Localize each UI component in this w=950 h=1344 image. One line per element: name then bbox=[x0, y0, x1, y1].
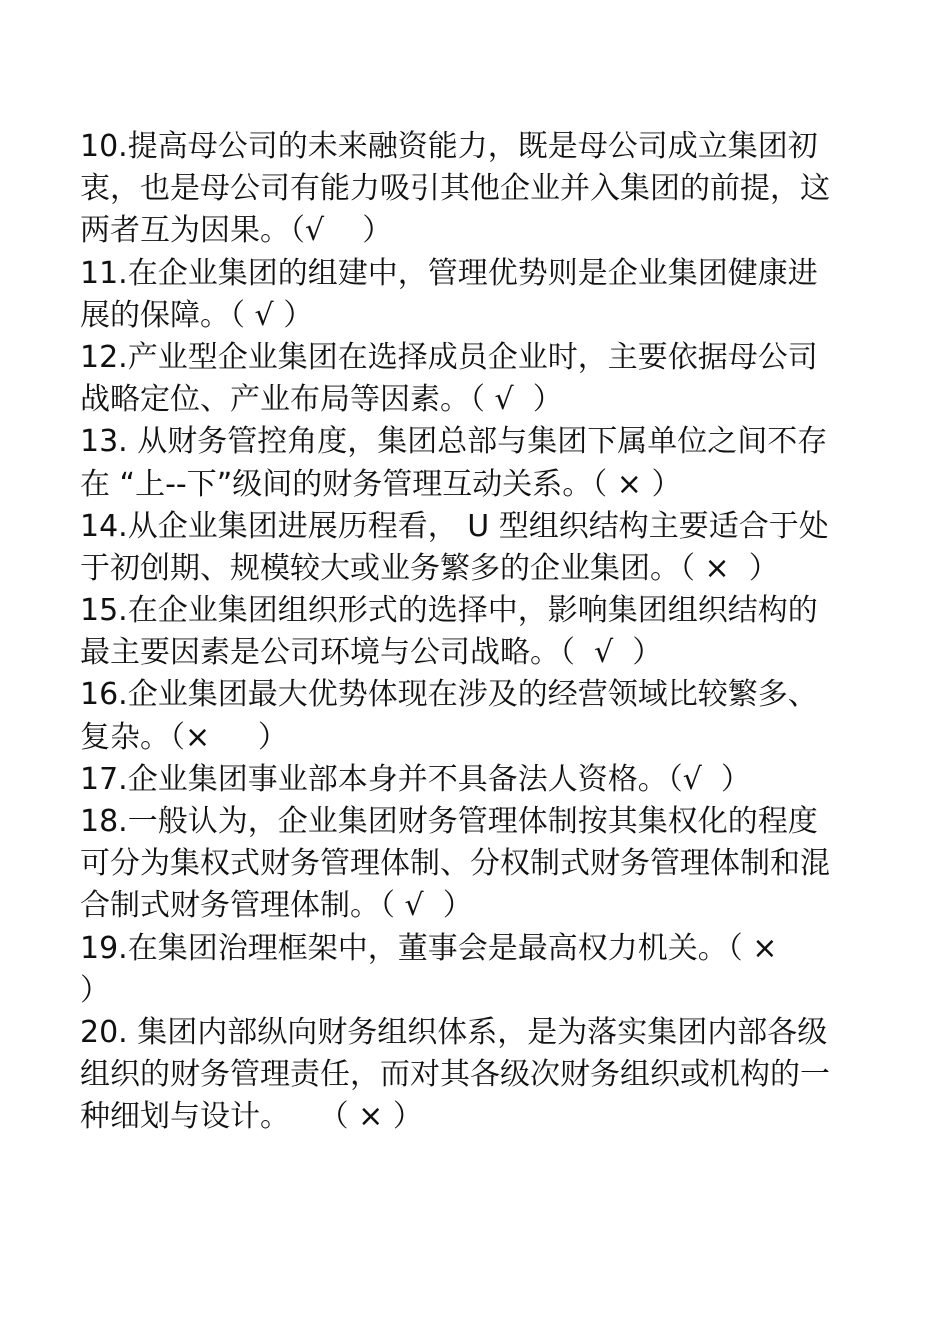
text-line: 合制式财务管理体制。（ √ ） bbox=[80, 888, 473, 924]
question-list bbox=[80, 126, 880, 1139]
text-line: 组织的财务管理责任，而对其各级次财务组织或机构的一 bbox=[80, 1057, 830, 1093]
text-line: 战略定位、产业布局等因素。（ √ ） bbox=[80, 382, 563, 418]
text-line: 11.在企业集团的组建中，管理优势则是企业集团健康进 bbox=[80, 255, 818, 291]
text-line: 于初创期、规模较大或业务繁多的企业集团。（ × ） bbox=[80, 550, 779, 586]
text-line: 两者互为因果。（√ ） bbox=[80, 213, 393, 249]
text-line: 衷，也是母公司有能力吸引其他企业并入集团的前提，这 bbox=[80, 171, 830, 207]
text-line: 20. 集团内部纵向财务组织体系，是为落实集团内部各级 bbox=[80, 1014, 828, 1050]
text-line: 14.从企业集团进展历程看， U 型组织结构主要适合于处 bbox=[80, 508, 829, 544]
text-line: 种细划与设计。 （ × ） bbox=[80, 1099, 423, 1135]
text-line: 19.在集团治理框架中，董事会是最高权力机关。（ × bbox=[80, 930, 778, 966]
text-line: 展的保障。（ √ ） bbox=[80, 297, 314, 333]
text-line: 18.一般认为，企业集团财务管理体制按其集权化的程度 bbox=[80, 804, 818, 839]
text-line: 可分为集权式财务管理体制、分权制式财务管理体制和混 bbox=[80, 846, 830, 882]
text-line: 16.企业集团最大优势体现在涉及的经营领域比较繁多、 bbox=[80, 677, 818, 713]
text-line: 15.在企业集团组织形式的选择中，影响集团组织结构的 bbox=[80, 593, 818, 629]
text-line: 17.企业集团事业部本身并不具备法人资格。（√ ） bbox=[80, 761, 751, 797]
text-line: 12.产业型企业集团在选择成员企业时，主要依据母公司 bbox=[80, 339, 818, 375]
text-line: 10.提高母公司的未来融资能力，既是母公司成立集团初 bbox=[80, 129, 818, 164]
text-line: 最主要因素是公司环境与公司战略。（ √ ） bbox=[80, 635, 663, 671]
text-line: 在 “上--下”级间的财务管理互动关系。（ × ） bbox=[80, 466, 682, 502]
text-line: 复杂。（× ） bbox=[80, 719, 288, 755]
text-line: ） bbox=[80, 972, 110, 1008]
text-line: 13. 从财务管控角度，集团总部与集团下属单位之间不存 bbox=[80, 424, 828, 460]
